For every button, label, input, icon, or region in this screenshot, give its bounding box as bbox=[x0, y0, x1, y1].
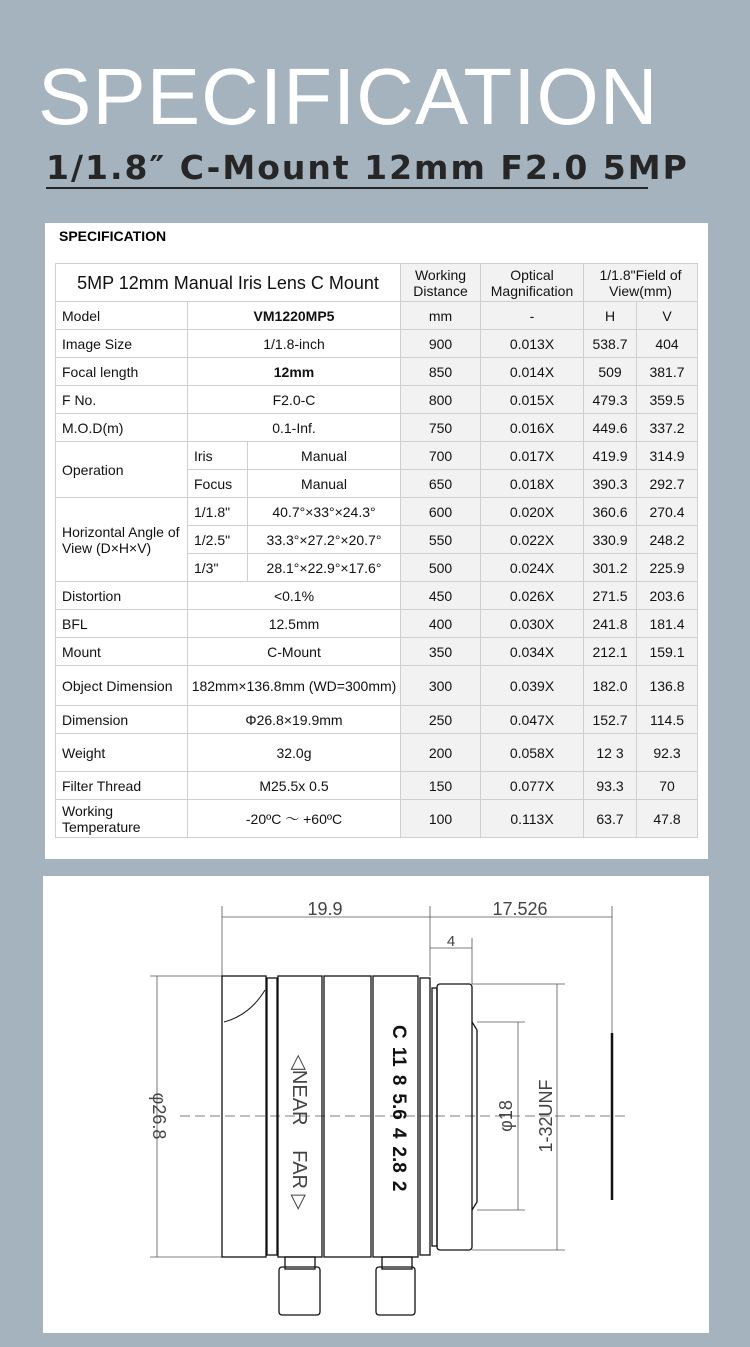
table-cell: Focus bbox=[188, 470, 248, 498]
table-cell: 1/1.8-inch bbox=[188, 330, 401, 358]
table-cell: Φ26.8×19.9mm bbox=[188, 706, 401, 734]
table-row bbox=[56, 386, 698, 414]
table-cell: 0.113X bbox=[481, 800, 584, 838]
table-cell: 479.3 bbox=[584, 386, 637, 414]
table-cell: 0.1-Inf. bbox=[188, 414, 401, 442]
table-cell: C-Mount bbox=[188, 638, 401, 666]
table-cell: 900 bbox=[401, 330, 481, 358]
table-cell: 381.7 bbox=[637, 358, 698, 386]
table-cell: Optical Magnification bbox=[481, 264, 584, 302]
table-cell: 390.3 bbox=[584, 470, 637, 498]
dim-body-diameter: φ26.8 bbox=[149, 1092, 169, 1140]
table-cell: V bbox=[637, 302, 698, 330]
table-row bbox=[56, 582, 698, 610]
table-cell: 650 bbox=[401, 470, 481, 498]
table-cell: 550 bbox=[401, 526, 481, 554]
near-label: ◁NEAR bbox=[288, 1054, 310, 1126]
subtitle-underline bbox=[46, 187, 648, 189]
table-cell: 0.034X bbox=[481, 638, 584, 666]
table-cell: 0.016X bbox=[481, 414, 584, 442]
table-cell: BFL bbox=[56, 610, 188, 638]
table-cell: 47.8 bbox=[637, 800, 698, 838]
table-cell: 1/2.5" bbox=[188, 526, 248, 554]
table-cell: 292.7 bbox=[637, 470, 698, 498]
fstop-mark: 2 bbox=[388, 1180, 409, 1192]
table-cell: 114.5 bbox=[637, 706, 698, 734]
table-cell: 150 bbox=[401, 772, 481, 800]
table-cell: <0.1% bbox=[188, 582, 401, 610]
far-label: FAR ▷ bbox=[288, 1150, 310, 1210]
table-cell: 200 bbox=[401, 734, 481, 772]
table-cell: Distortion bbox=[56, 582, 188, 610]
page-title: SPECIFICATION bbox=[38, 52, 659, 141]
table-cell: Iris bbox=[188, 442, 248, 470]
fstop-mark: C bbox=[388, 1025, 409, 1039]
table-cell: 1/3" bbox=[188, 554, 248, 582]
table-cell: 63.7 bbox=[584, 800, 637, 838]
table-cell: - bbox=[481, 302, 584, 330]
spec-section-title: SPECIFICATION bbox=[59, 228, 167, 244]
table-row bbox=[56, 666, 698, 706]
table-cell: 0.039X bbox=[481, 666, 584, 706]
table-cell: 100 bbox=[401, 800, 481, 838]
table-cell: 0.018X bbox=[481, 470, 584, 498]
table-cell: 404 bbox=[637, 330, 698, 358]
dim-front-length: 19.9 bbox=[307, 899, 343, 919]
table-cell: Manual bbox=[248, 442, 401, 470]
table-cell: 181.4 bbox=[637, 610, 698, 638]
table-cell: M25.5x 0.5 bbox=[188, 772, 401, 800]
table-cell: Working Distance bbox=[401, 264, 481, 302]
table-cell: F2.0-C bbox=[188, 386, 401, 414]
table-cell: 270.4 bbox=[637, 498, 698, 526]
table-header-row bbox=[56, 264, 698, 302]
table-cell: 0.020X bbox=[481, 498, 584, 526]
fstop-mark: 2.8 bbox=[388, 1146, 409, 1173]
table-cell: Dimension bbox=[56, 706, 188, 734]
table-cell: 12mm bbox=[188, 358, 401, 386]
table-cell: 360.6 bbox=[584, 498, 637, 526]
table-cell: Operation bbox=[56, 442, 188, 498]
table-cell: 0.026X bbox=[481, 582, 584, 610]
table-cell: mm bbox=[401, 302, 481, 330]
table-cell: Manual bbox=[248, 470, 401, 498]
table-cell: 0.024X bbox=[481, 554, 584, 582]
table-cell: 700 bbox=[401, 442, 481, 470]
table-cell: 359.5 bbox=[637, 386, 698, 414]
table-cell: 0.047X bbox=[481, 706, 584, 734]
table-cell: 250 bbox=[401, 706, 481, 734]
lens-drawing bbox=[43, 876, 709, 1333]
table-cell: 271.5 bbox=[584, 582, 637, 610]
table-cell: 136.8 bbox=[637, 666, 698, 706]
dim-thread: 1-32UNF bbox=[536, 1079, 556, 1153]
table-cell: F No. bbox=[56, 386, 188, 414]
spec-table bbox=[55, 263, 698, 838]
table-cell: -20ºC ～ +60ºC bbox=[188, 800, 401, 838]
table-row bbox=[56, 498, 698, 526]
table-cell: 203.6 bbox=[637, 582, 698, 610]
table-cell: 248.2 bbox=[637, 526, 698, 554]
page-subtitle: 1/1.8″ C-Mount 12mm F2.0 5MP bbox=[46, 148, 689, 187]
fstop-mark: 8 bbox=[388, 1074, 409, 1086]
table-cell: 314.9 bbox=[637, 442, 698, 470]
table-row bbox=[56, 800, 698, 838]
table-cell: VM1220MP5 bbox=[188, 302, 401, 330]
table-row bbox=[56, 442, 698, 470]
table-cell: 12.5mm bbox=[188, 610, 401, 638]
table-cell: 509 bbox=[584, 358, 637, 386]
table-cell: 450 bbox=[401, 582, 481, 610]
table-cell: 300 bbox=[401, 666, 481, 706]
table-cell: 330.9 bbox=[584, 526, 637, 554]
table-cell: 850 bbox=[401, 358, 481, 386]
table-cell: Working Temperature bbox=[56, 800, 188, 838]
table-cell: M.O.D(m) bbox=[56, 414, 188, 442]
fstop-mark: 5.6 bbox=[388, 1093, 409, 1120]
fstop-mark: 4 bbox=[388, 1127, 409, 1139]
table-cell: 212.1 bbox=[584, 638, 637, 666]
table-row bbox=[56, 706, 698, 734]
table-cell: 0.058X bbox=[481, 734, 584, 772]
table-cell: Mount bbox=[56, 638, 188, 666]
table-cell: 182mm×136.8mm (WD=300mm) bbox=[188, 666, 401, 706]
table-cell: Focal length bbox=[56, 358, 188, 386]
table-cell: 241.8 bbox=[584, 610, 637, 638]
table-cell: 500 bbox=[401, 554, 481, 582]
table-cell: 152.7 bbox=[584, 706, 637, 734]
table-cell: 0.017X bbox=[481, 442, 584, 470]
table-cell: 159.1 bbox=[637, 638, 698, 666]
table-cell: 0.015X bbox=[481, 386, 584, 414]
dim-back-length: 17.526 bbox=[492, 899, 548, 919]
table-cell: 337.2 bbox=[637, 414, 698, 442]
table-cell: 182.0 bbox=[584, 666, 637, 706]
table-row bbox=[56, 772, 698, 800]
table-cell: 40.7°×33°×24.3° bbox=[248, 498, 401, 526]
table-cell: Image Size bbox=[56, 330, 188, 358]
table-cell: 0.013X bbox=[481, 330, 584, 358]
table-cell: 28.1°×22.9°×17.6° bbox=[248, 554, 401, 582]
table-cell: 32.0g bbox=[188, 734, 401, 772]
table-row bbox=[56, 330, 698, 358]
table-cell: H bbox=[584, 302, 637, 330]
table-row bbox=[56, 358, 698, 386]
table-cell: 0.030X bbox=[481, 610, 584, 638]
dim-inner-diameter: φ18 bbox=[496, 1100, 516, 1132]
table-cell: Filter Thread bbox=[56, 772, 188, 800]
table-cell: 33.3°×27.2°×20.7° bbox=[248, 526, 401, 554]
table-cell: 400 bbox=[401, 610, 481, 638]
table-cell: Weight bbox=[56, 734, 188, 772]
table-cell: 0.022X bbox=[481, 526, 584, 554]
spec-card bbox=[45, 223, 708, 859]
table-cell: Object Dimension bbox=[56, 666, 188, 706]
table-cell: 0.077X bbox=[481, 772, 584, 800]
table-cell: 1/1.8"Field of View(mm) bbox=[584, 264, 698, 302]
table-row bbox=[56, 302, 698, 330]
table-cell: 538.7 bbox=[584, 330, 637, 358]
table-row bbox=[56, 734, 698, 772]
table-row bbox=[56, 638, 698, 666]
table-cell: 93.3 bbox=[584, 772, 637, 800]
table-cell: Horizontal Angle of View (D×H×V) bbox=[56, 498, 188, 582]
fstop-scale bbox=[388, 1025, 409, 1191]
table-cell: 449.6 bbox=[584, 414, 637, 442]
table-cell: 419.9 bbox=[584, 442, 637, 470]
table-cell: Model bbox=[56, 302, 188, 330]
table-cell: 5MP 12mm Manual Iris Lens C Mount bbox=[56, 264, 401, 302]
table-cell: 12 3 bbox=[584, 734, 637, 772]
table-row bbox=[56, 414, 698, 442]
dim-flange: 4 bbox=[446, 933, 456, 950]
fstop-mark: 11 bbox=[388, 1046, 409, 1067]
table-cell: 301.2 bbox=[584, 554, 637, 582]
table-cell: 750 bbox=[401, 414, 481, 442]
table-cell: 92.3 bbox=[637, 734, 698, 772]
table-cell: 0.014X bbox=[481, 358, 584, 386]
table-cell: 70 bbox=[637, 772, 698, 800]
table-cell: 350 bbox=[401, 638, 481, 666]
table-cell: 800 bbox=[401, 386, 481, 414]
table-row bbox=[56, 610, 698, 638]
table-cell: 600 bbox=[401, 498, 481, 526]
table-cell: 1/1.8" bbox=[188, 498, 248, 526]
table-cell: 225.9 bbox=[637, 554, 698, 582]
